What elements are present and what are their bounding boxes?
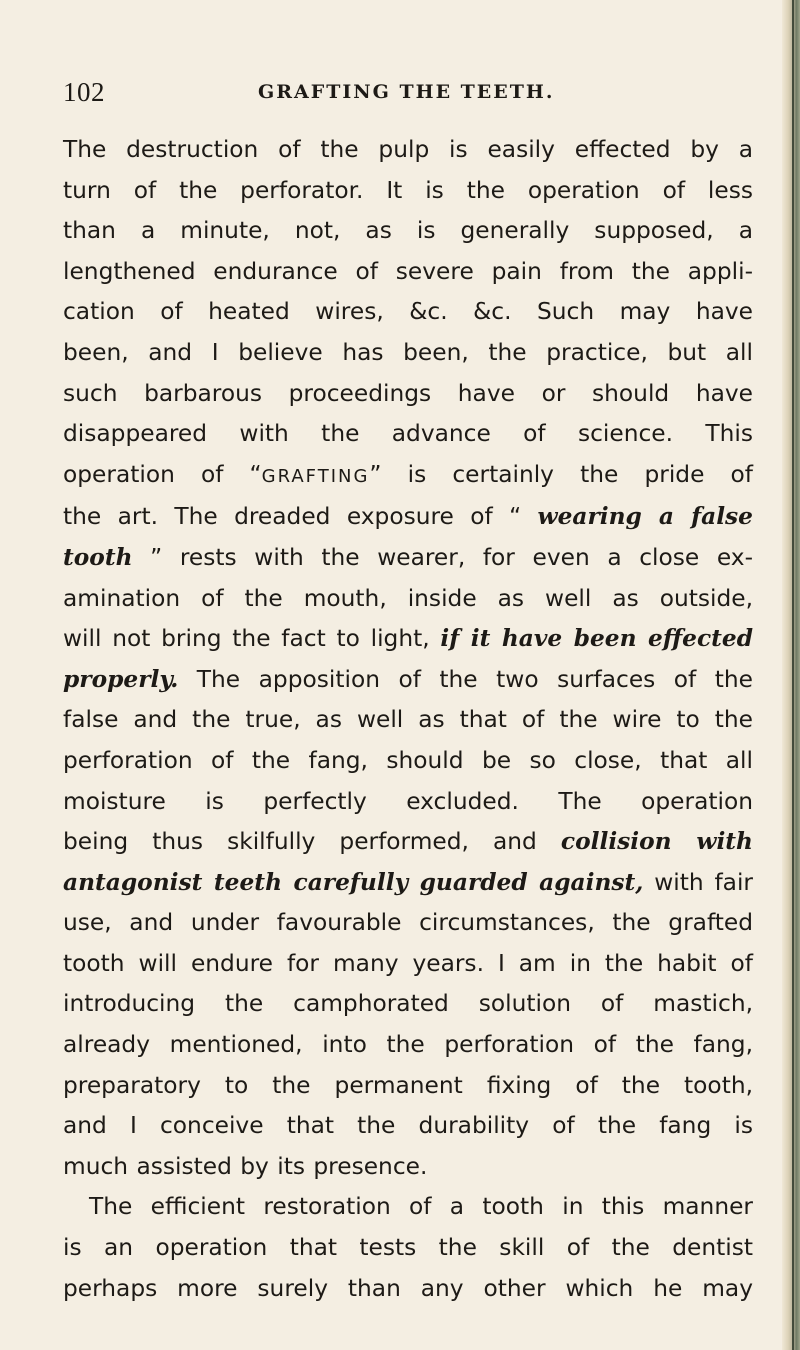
text-line: tooth will endure for many years. I am in the habit of: [63, 949, 753, 977]
small-caps-text: GRAFTING: [261, 465, 370, 487]
text-line: lengthened endurance of severe pain from the appli-: [63, 257, 753, 285]
text-line: properly. The apposition of the two surfaces of the: [63, 665, 753, 693]
text-line: use, and under favourable circumstances, the grafted: [63, 909, 753, 937]
body-text: [63, 130, 753, 1309]
text-line: tooth ” rests with the wearer, for even a close ex-: [63, 543, 753, 571]
text-line: than a minute, not, as is generally supposed, a: [63, 217, 753, 245]
text-line: such barbarous proceedings have or should have: [63, 379, 753, 407]
page-edge: [782, 0, 800, 1350]
text-line: introducing the camphorated solution of mastich,: [63, 990, 753, 1018]
italic-text: tooth: [63, 543, 133, 571]
text-line: preparatory to the permanent fixing of the tooth,: [63, 1071, 753, 1099]
running-head: GRAFTING THE TEETH.: [258, 81, 555, 103]
text-line: being thus skilfully performed, and collision with: [63, 828, 753, 856]
text-line: and I conceive that the durability of the fang is: [63, 1112, 753, 1140]
text-line: The destruction of the pulp is easily effected by a: [63, 136, 753, 163]
binding-shadow: [792, 0, 794, 1350]
text-line: false and the true, as well as that of the wire to the: [63, 706, 753, 734]
text-line: amination of the mouth, inside as well as outside,: [63, 584, 753, 612]
text-line: much assisted by its presence.: [63, 1152, 428, 1180]
text-line: perhaps more surely than any other which he may: [63, 1274, 753, 1302]
text-line: operation of “GRAFTING” is certainly the pride of: [63, 460, 753, 488]
text-line: perforation of the fang, should be so close, that all: [63, 746, 753, 774]
text-line: The efficient restoration of a tooth in this manner: [89, 1193, 753, 1221]
text-line: turn of the perforator. It is the operation of less: [63, 176, 753, 204]
text-line: cation of heated wires, &c. &c. Such may have: [63, 298, 753, 326]
text-line: will not bring the fact to light, if it have been effected: [63, 625, 753, 653]
italic-text: collision with: [560, 828, 753, 856]
italic-text: properly.: [63, 665, 179, 693]
italic-text: antagonist teeth carefully guarded against,: [63, 868, 644, 896]
text-line: moisture is perfectly excluded. The operation: [63, 787, 753, 815]
text-line: already mentioned, into the perforation of the fang,: [63, 1031, 753, 1059]
text-line: is an operation that tests the skill of the dentist: [63, 1234, 753, 1262]
page-number: 102: [63, 77, 105, 107]
text-line: antagonist teeth carefully guarded against, with fair: [63, 868, 753, 896]
text-line: been, and I believe has been, the practice, but all: [63, 338, 753, 366]
text-line: disappeared with the advance of science. This: [63, 420, 753, 448]
italic-text: wearing a false: [537, 503, 753, 531]
text-line: the art. The dreaded exposure of “ wearing a false: [63, 503, 753, 531]
italic-text: if it have been effected: [440, 625, 753, 653]
page-header: [63, 77, 763, 109]
